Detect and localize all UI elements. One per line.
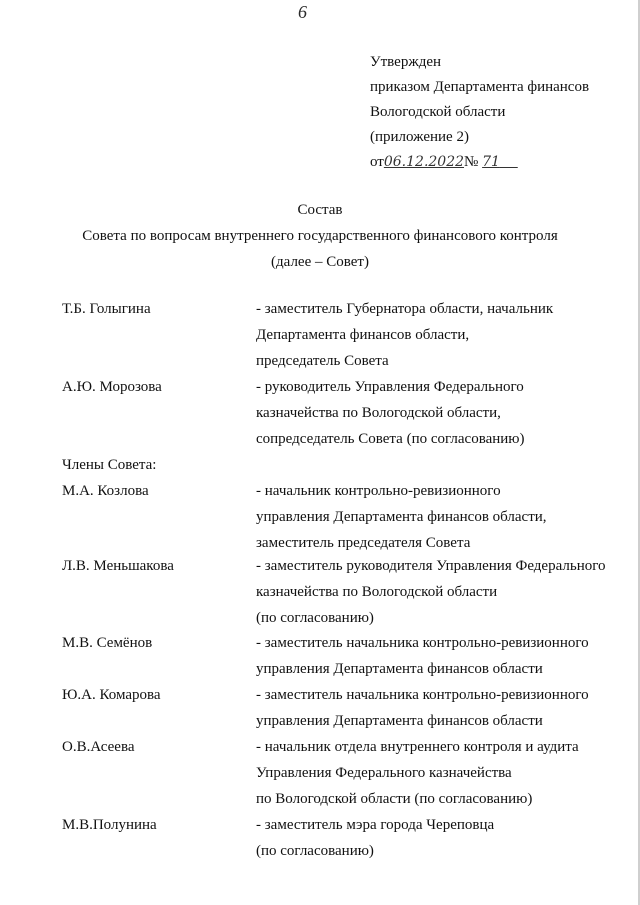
role-line: сопредседатель Совета (по согласованию): [256, 431, 525, 447]
person-name: Т.Б. Голыгина: [62, 301, 151, 317]
page-number: 6: [298, 2, 307, 22]
role-line: - заместитель руководителя Управления Федерального: [256, 558, 606, 574]
role-line: - заместитель мэра города Череповца: [256, 817, 495, 833]
document-note: (далее – Совет): [271, 254, 369, 270]
role-line: заместитель председателя Совета: [256, 535, 471, 551]
role-line: - заместитель начальника контрольно-ревизионного: [256, 635, 589, 651]
number-prefix: №: [464, 154, 479, 170]
role-line: - руководитель Управления Федерального: [256, 379, 524, 395]
role-line: председатель Совета: [256, 353, 389, 369]
role-line: управления Департамента финансов области: [256, 661, 543, 677]
role-line: казначейства по Вологодской области: [256, 584, 498, 600]
role-line: казначейства по Вологодской области,: [256, 405, 501, 421]
role-line: - начальник контрольно-ревизионного: [256, 483, 501, 499]
members-label: Члены Совета:: [62, 457, 157, 473]
role-line: (по согласованию): [256, 843, 374, 859]
role-line: - начальник отдела внутреннего контроля и аудита: [256, 739, 579, 755]
person-role: [256, 682, 626, 734]
role-line: по Вологодской области (по согласованию): [256, 791, 533, 807]
approval-line: Вологодской области: [370, 104, 506, 120]
role-line: Управления Федерального казначейства: [256, 765, 512, 781]
approval-line: приказом Департамента финансов: [370, 79, 590, 95]
handwritten-number: 71: [482, 154, 500, 170]
person-role: [256, 374, 626, 452]
person-role: [256, 296, 626, 374]
person-role: [256, 478, 626, 556]
person-role: [256, 812, 626, 864]
person-role: [256, 553, 626, 631]
document-subtitle: Совета по вопросам внутреннего государственного финансового контроля: [82, 228, 558, 244]
approval-date-line: [370, 150, 589, 175]
person-role: [256, 734, 626, 812]
person-name: М.В. Семёнов: [62, 635, 153, 651]
date-prefix: от: [370, 154, 384, 170]
role-line: Департамента финансов области,: [256, 327, 470, 343]
approval-block: [370, 50, 589, 175]
person-role: [256, 630, 626, 682]
person-name: О.В.Асеева: [62, 739, 135, 755]
person-name: А.Ю. Морозова: [62, 379, 162, 395]
document-title: Состав: [297, 202, 343, 218]
role-line: управления Департамента финансов области: [256, 713, 543, 729]
handwritten-date: 06.12.2022: [383, 154, 465, 170]
person-name: Л.В. Меньшакова: [62, 558, 174, 574]
approval-line: Утвержден: [370, 54, 442, 70]
role-line: управления Департамента финансов области,: [256, 509, 547, 525]
role-line: (по согласованию): [256, 610, 374, 626]
approval-line: (приложение 2): [370, 129, 469, 145]
person-name: М.А. Козлова: [62, 483, 149, 499]
role-line: - заместитель Губернатора области, начальник: [256, 301, 554, 317]
role-line: - заместитель начальника контрольно-ревизионного: [256, 687, 589, 703]
person-name: Ю.А. Комарова: [62, 687, 161, 703]
person-name: М.В.Полунина: [62, 817, 157, 833]
